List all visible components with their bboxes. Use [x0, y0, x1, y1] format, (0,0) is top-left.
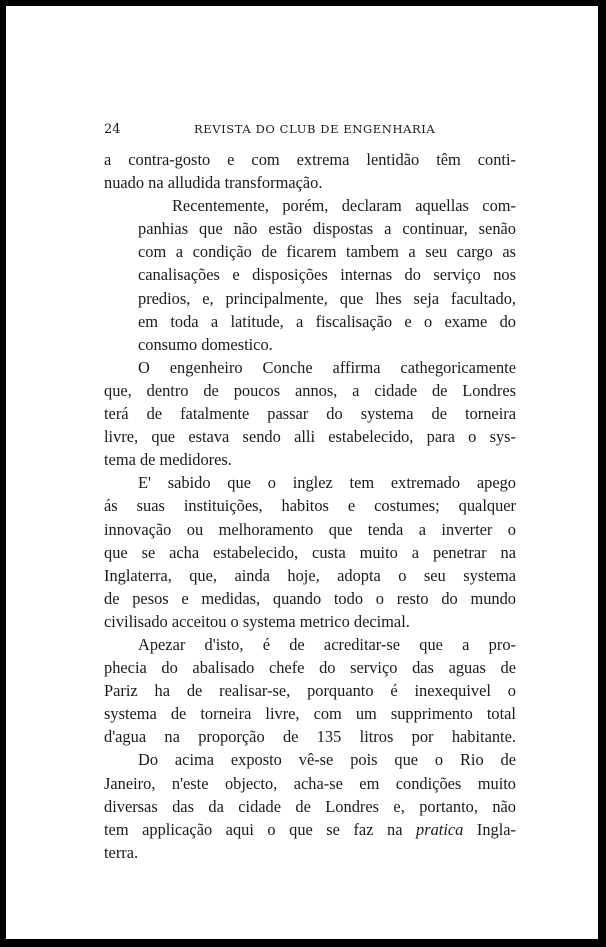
text-line: systema de torneira livre, com um supprimento total — [104, 704, 516, 724]
running-title: REVISTA DO CLUB DE ENGENHARIA — [194, 122, 436, 136]
text-line: nuado na alludida transformação. — [104, 173, 323, 193]
text-line: d'agua na proporção de 135 litros por habitante. — [104, 727, 516, 747]
paragraph-4 — [104, 471, 516, 633]
text-line: Inglaterra, que, ainda hoje, adopta o seu systema — [104, 565, 516, 585]
text-line: predios, e, principalmente, que lhes seja facultado, — [138, 288, 516, 308]
text-line: em toda a latitude, a fiscalisação e o exame do — [138, 311, 516, 331]
text-line: Janeiro, n'este objecto, acha-se em condições muito — [104, 773, 516, 793]
text-line: Apezar d'isto, é de acreditar-se que a pro- — [138, 634, 516, 654]
text-line: que, dentro de poucos annos, a cidade de Londres — [104, 380, 516, 400]
text-line: innovação ou melhoramento que tenda a inverter o — [104, 519, 516, 539]
text-line: diversas das da cidade de Londres e, portanto, não — [104, 796, 516, 816]
text-line: E' sabido que o inglez tem extremado apego — [138, 473, 516, 493]
text-line: Recentemente, porém, declaram aquellas com- — [172, 196, 516, 216]
text-line: civilisado acceitou o systema metrico decimal. — [104, 611, 410, 631]
paragraph-1 — [104, 148, 516, 194]
page-number: 24 — [104, 122, 121, 137]
text-line: a contra-gosto e com extrema lentidão têm conti- — [104, 150, 516, 169]
text-line: Pariz ha de realisar-se, porquanto é inexequivel o — [104, 681, 516, 701]
text-line: que se acha estabelecido, custa muito a penetrar na — [104, 542, 516, 562]
body-text — [104, 148, 516, 864]
text-fragment: Ingla- — [463, 819, 517, 839]
book-page — [6, 6, 598, 939]
text-line: livre, que estava sendo alli estabelecido, para o sys- — [104, 427, 516, 447]
text-line: phecia do abalisado chefe do serviço das aguas de — [104, 658, 516, 678]
paragraph-2 — [104, 194, 516, 356]
italic-word: pratica — [416, 819, 464, 839]
paragraph-5 — [104, 633, 516, 748]
text-line: com a condição de ficarem tambem a seu cargo as — [138, 242, 516, 262]
paragraph-3 — [104, 356, 516, 471]
text-line: de pesos e medidas, quando todo o resto do mundo — [104, 588, 516, 608]
text-line: consumo domestico. — [138, 334, 273, 354]
text-line: ás suas instituições, habitos e costumes; qualquer — [104, 496, 516, 516]
text-line: panhias que não estão dispostas a continuar, senão — [138, 219, 516, 239]
paragraph-6 — [104, 748, 516, 863]
text-line: O engenheiro Conche affirma cathegoricamente — [138, 357, 516, 377]
text-line: tema de medidores. — [104, 450, 232, 470]
text-line: terá de fatalmente passar do systema de torneira — [104, 404, 516, 424]
text-line-with-italic — [104, 818, 516, 841]
text-line: terra. — [104, 842, 139, 862]
text-line: Do acima exposto vê-se pois que o Rio de — [138, 750, 516, 770]
text-line: canalisações e disposições internas do serviço nos — [138, 265, 516, 285]
text-fragment: tem applicação aqui o que se faz na — [104, 819, 416, 839]
page-header — [104, 120, 522, 140]
